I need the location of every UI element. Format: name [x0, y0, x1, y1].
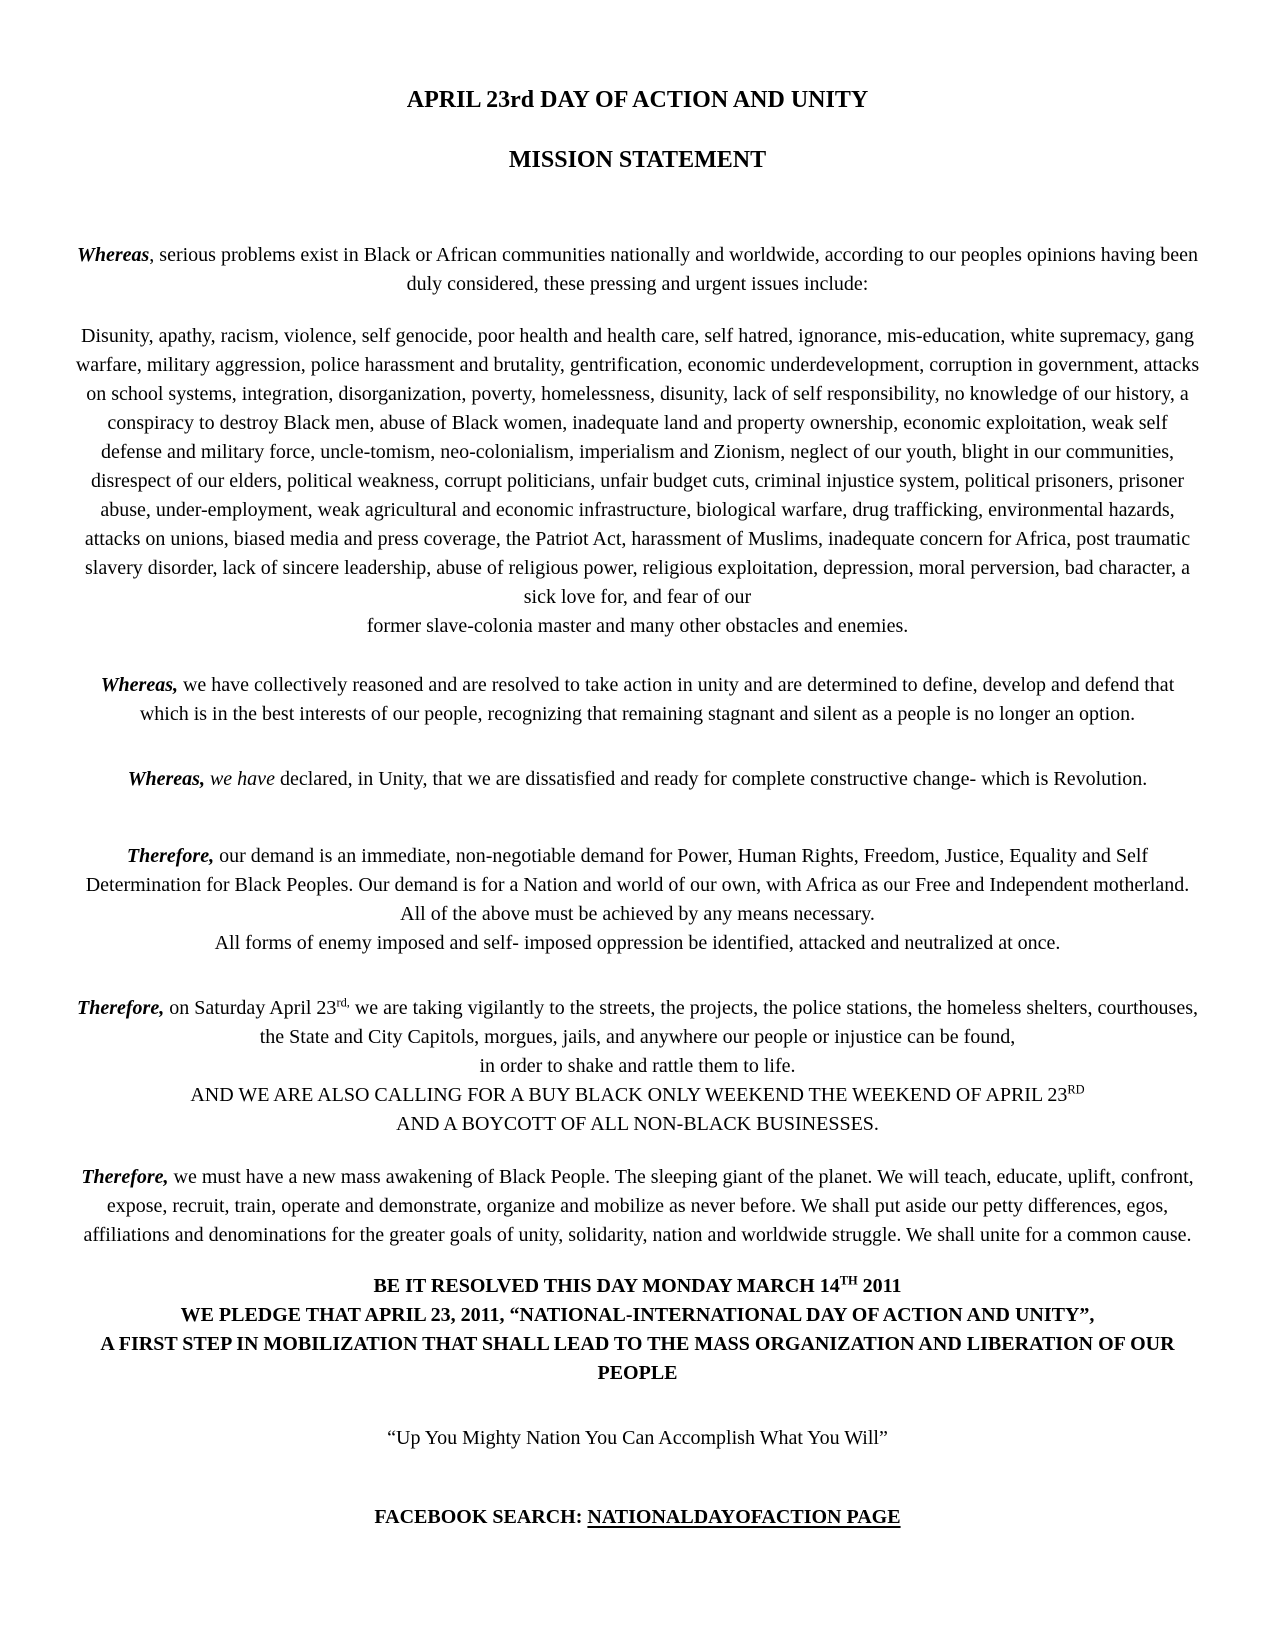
resolution-line2: WE PLEDGE THAT APRIL 23, 2011, “NATIONAL-INTERNATIONAL DAY OF ACTION AND UNITY”, [180, 1304, 1095, 1326]
therefore-1-text: our demand is an immediate, non-negotiable demand for Power, Human Rights, Freedom, Justice, Equality and Self Determination for Black Peoples. Our demand is for a Nation and world of our own, with Africa as our Free and Independent motherland. All of the above must be achieved by any means necessary. [85, 845, 1190, 925]
paragraph-therefore-1 [75, 842, 1200, 958]
whereas-1-lead: Whereas [77, 244, 150, 266]
therefore-1-line2: All forms of enemy imposed and self- imposed oppression be identified, attacked and neutralized at once. [214, 932, 1061, 954]
therefore-2-text1: on Saturday April 23 [164, 997, 337, 1019]
therefore-2-lead: Therefore, [77, 997, 165, 1019]
issues-text: Disunity, apathy, racism, violence, self genocide, poor health and health care, self hatred, ignorance, mis-education, white supremacy, gang warfare, military aggression, police harassment and brutality, gentrification, economic underdevelopment, corruption in government, attacks on school systems, integration, disorganization, poverty, homelessness, disunity, lack of self responsibility, no knowledge of our history, a conspiracy to destroy Black men, abuse of Black women, inadequate land and property ownership, economic exploitation, weak self defense and military force, uncle-tomism, neo-colonialism, imperialism and Zionism, neglect of our youth, blight in our communities, disrespect of our elders, political weakness, corrupt politicians, unfair budget cuts, criminal injustice system, political prisoners, prisoner abuse, under-employment, weak agricultural and economic infrastructure, biological warfare, drug trafficking, environmental hazards, attacks on unions, biased media and press coverage, the Patriot Act, harassment of Muslims, inadequate concern for Africa, post traumatic slavery disorder, lack of sincere leadership, abuse of religious power, religious exploitation, depression, moral perversion, bad character, a sick love for, and fear of our [75, 325, 1200, 608]
therefore-3-lead: Therefore, [81, 1166, 169, 1188]
therefore-2-line3: AND WE ARE ALSO CALLING FOR A BUY BLACK ONLY WEEKEND THE WEEKEND OF APRIL 23 [190, 1084, 1068, 1106]
superscript-rd-caps: RD [1067, 1082, 1085, 1097]
superscript-rd: rd, [336, 995, 350, 1010]
document-subtitle: MISSION STATEMENT [508, 147, 767, 173]
facebook-search-label: FACEBOOK SEARCH: [374, 1506, 588, 1528]
whereas-3-italic: we have [204, 768, 275, 790]
therefore-2-text2: we are taking vigilantly to the streets, the projects, the police stations, the homeless shelters, courthouses, the State and City Capitols, morgues, jails, and anywhere our people or injustice can be found, [259, 997, 1198, 1048]
paragraph-issues-list [75, 322, 1200, 641]
paragraph-whereas-3 [75, 765, 1200, 794]
whereas-3-text: declared, in Unity, that we are dissatisfied and ready for complete constructive change- which is Revolution. [274, 768, 1148, 790]
therefore-3-text: we must have a new mass awakening of Black People. The sleeping giant of the planet. We will teach, educate, uplift, confront, expose, recruit, train, operate and demonstrate, organize and mobilize as never before. We shall put aside our petty differences, egos, affiliations and denominations for the greater goals of unity, solidarity, nation and worldwide struggle. We shall unite for a common cause. [83, 1166, 1194, 1246]
facebook-page-name: NATIONALDAYOFACTION PAGE [587, 1506, 901, 1528]
paragraph-quote: “Up You Mighty Nation You Can Accomplish What You Will” [387, 1427, 888, 1449]
document-title: APRIL 23rd DAY OF ACTION AND UNITY [406, 87, 869, 113]
superscript-th: TH [839, 1273, 858, 1288]
whereas-2-text: we have collectively reasoned and are resolved to take action in unity and are determined to define, develop and defend that which is in the best interests of our people, recognizing that remaining stagnant and silent as a people is no longer an option. [139, 674, 1175, 725]
paragraph-whereas-2 [75, 671, 1200, 729]
whereas-2-lead: Whereas, [100, 674, 178, 696]
resolution-line3: A FIRST STEP IN MOBILIZATION THAT SHALL LEAD TO THE MASS ORGANIZATION AND LIBERATION OF OUR PEOPLE [100, 1333, 1175, 1384]
paragraph-whereas-1 [75, 241, 1200, 299]
therefore-2-line2: in order to shake and rattle them to life. [479, 1055, 796, 1077]
resolution-line1-end: 2011 [857, 1275, 902, 1297]
whereas-1-text: , serious problems exist in Black or African communities nationally and worldwide, according to our peoples opinions having been duly considered, these pressing and urgent issues include: [149, 244, 1198, 295]
paragraph-therefore-2 [75, 994, 1200, 1139]
issues-last-line: former slave-colonia master and many other obstacles and enemies. [366, 615, 909, 637]
therefore-1-lead: Therefore, [126, 845, 215, 867]
paragraph-therefore-3 [75, 1163, 1200, 1250]
whereas-3-lead: Whereas, [127, 768, 205, 790]
paragraph-resolution [75, 1272, 1200, 1388]
paragraph-facebook [75, 1503, 1200, 1532]
resolution-line1: BE IT RESOLVED THIS DAY MONDAY MARCH 14 [373, 1275, 840, 1297]
therefore-2-line4: AND A BOYCOTT OF ALL NON-BLACK BUSINESSES. [396, 1113, 879, 1135]
